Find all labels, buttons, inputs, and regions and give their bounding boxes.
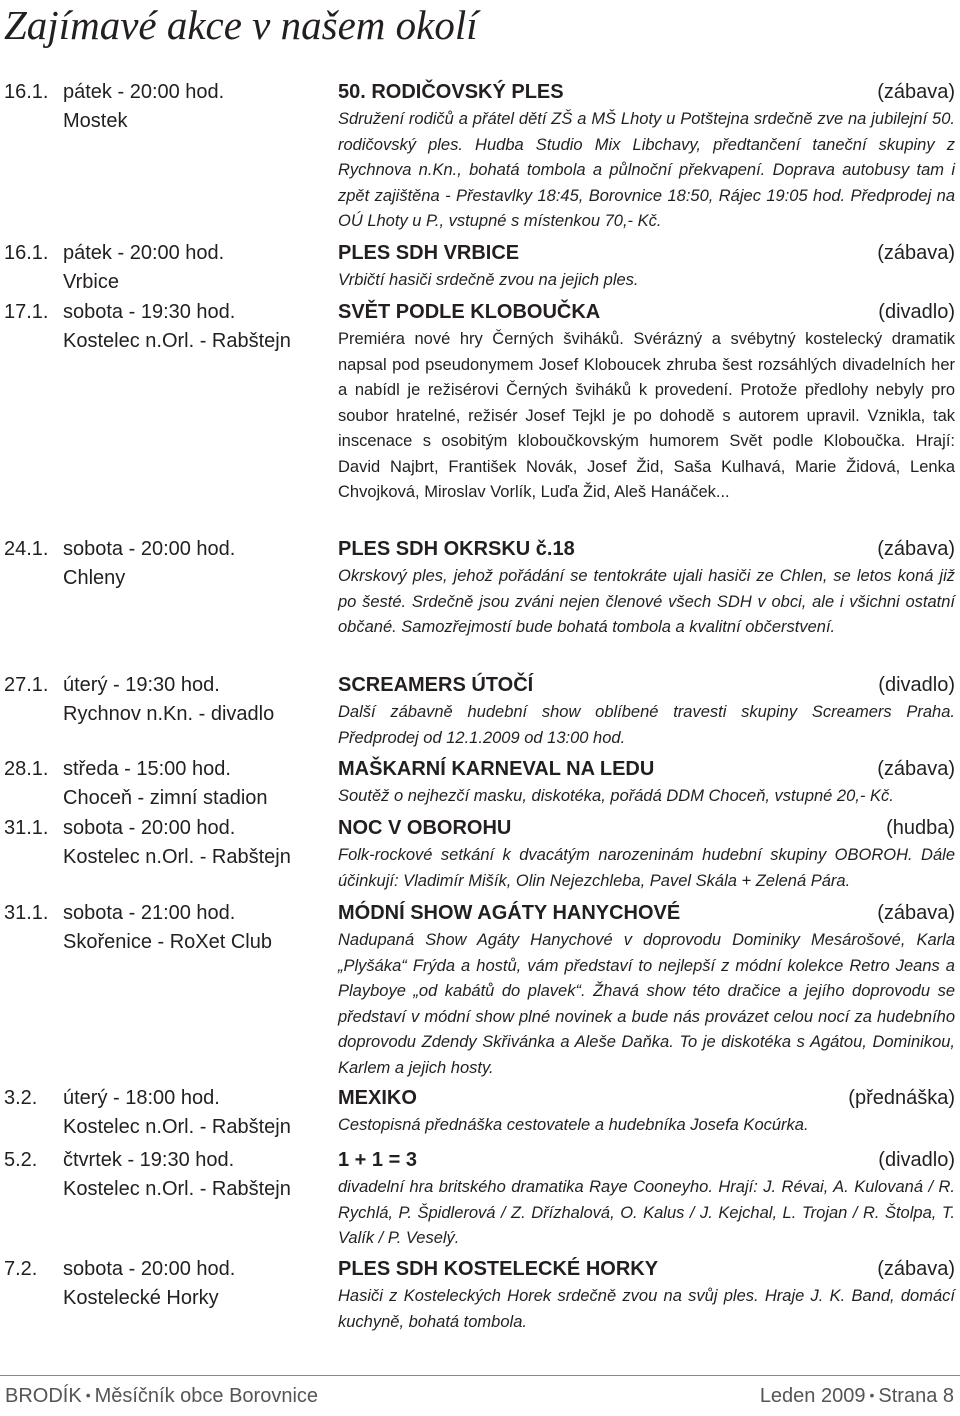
footer-left: [5, 1381, 318, 1410]
event-date-block: [4, 755, 324, 813]
footer-right: [760, 1381, 954, 1410]
event-content: [338, 535, 955, 641]
page-footer: [5, 1381, 954, 1410]
footer-separator: •: [869, 1387, 875, 1403]
event-time: sobota - 19:30 hod.: [63, 301, 236, 323]
event-category: (zábava): [877, 1258, 955, 1280]
event-date-block: [4, 671, 324, 729]
event-date-block: [4, 535, 324, 593]
event-date: 16.1.: [4, 81, 49, 103]
event-location: Choceň - zimní stadion: [63, 787, 268, 809]
footer-page-number: Strana 8: [878, 1385, 954, 1407]
event-description: Cestopisná přednáška cestovatele a hudebníka Josefa Kocúrka.: [338, 1116, 809, 1134]
event-title: SCREAMERS ÚTOČÍ: [338, 674, 534, 696]
event-description: Hasiči z Kosteleckých Horek srdečně zvou na svůj ples. Hraje J. K. Band, domácí kuchyně, bohatá tombola.: [338, 1287, 955, 1331]
event-title: 50. RODIČOVSKÝ PLES: [338, 81, 564, 103]
event-location: Mostek: [63, 110, 128, 132]
event-time: úterý - 19:30 hod.: [63, 674, 220, 696]
event-content: [338, 78, 955, 235]
event-date: 28.1.: [4, 758, 49, 780]
event-category: (divadlo): [878, 1149, 955, 1171]
event-category: (zábava): [877, 242, 955, 264]
event-category: (hudba): [886, 817, 955, 839]
event-content: [338, 1084, 955, 1139]
event-location: Kostelec n.Orl. - Rabštejn: [63, 1116, 291, 1138]
event-date: 31.1.: [4, 817, 49, 839]
event-location: Skořenice - RoXet Club: [63, 931, 272, 953]
footer-publication: BRODÍK: [5, 1385, 82, 1407]
event-location: Kostelec n.Orl. - Rabštejn: [63, 846, 291, 868]
event-time: středa - 15:00 hod.: [63, 758, 231, 780]
event-date-block: [4, 1084, 324, 1142]
event-content: [338, 1146, 955, 1252]
event-time: sobota - 20:00 hod.: [63, 817, 236, 839]
event-content: [338, 755, 955, 810]
event-location: Vrbice: [63, 271, 119, 293]
event-description: Vrbičtí hasiči srdečně zvou na jejich ples.: [338, 271, 639, 289]
event-time: sobota - 20:00 hod.: [63, 538, 236, 560]
event-category: (divadlo): [878, 301, 955, 323]
event-title: MAŠKARNÍ KARNEVAL NA LEDU: [338, 758, 655, 780]
event-date: 17.1.: [4, 301, 49, 323]
event-date: 5.2.: [4, 1149, 38, 1171]
event-content: [338, 239, 955, 294]
event-description: Sdružení rodičů a přátel dětí ZŠ a MŠ Lhoty u Potštejna srdečně zve na jubilejní 50. rodičovský ples. Hudba Studio Mix Libchavy, předtančení taneční skupiny z Rychnova n.Kn., bohatá tombola a půlnoční překvapení. Doprava autobusy tam i zpět zajištěna - Přestavlky 18:45, Borovnice 18:50, Rájec 19:05 hod. Předprodej na OÚ Lhoty u P., vstupné s místenkou 70,- Kč.: [338, 110, 955, 230]
event-location: Kostelec n.Orl. - Rabštejn: [63, 1178, 291, 1200]
event-title: NOC V OBOROHU: [338, 817, 512, 839]
event-title: PLES SDH KOSTELECKÉ HORKY: [338, 1258, 659, 1280]
event-title: PLES SDH VRBICE: [338, 242, 520, 264]
event-date-block: [4, 814, 324, 872]
footer-separator: •: [85, 1387, 91, 1403]
event-date: 16.1.: [4, 242, 49, 264]
event-location: Kostelec n.Orl. - Rabštejn: [63, 330, 291, 352]
event-date: 7.2.: [4, 1258, 38, 1280]
event-date-block: [4, 1255, 324, 1313]
event-description: Folk-rockové setkání k dvacátým narozeninám hudební skupiny OBOROH. Dále účinkují: Vladimír Mišík, Olin Nejezchleba, Pavel Skála + Zelená Pára.: [338, 846, 955, 890]
event-location: Kostelecké Horky: [63, 1287, 219, 1309]
event-date: 24.1.: [4, 538, 49, 560]
event-description: Nadupaná Show Agáty Hanychové v doprovodu Dominiky Mesárošové, Karla „Plyšáka“ Frýda a hostů, vám představí to nejlepší z módní kolekce Retro Jeans a Playboye „od kabátů do plavek“. Žhavá show této dračice a jejího doprovodu se představí v módní show plné novinek a bude nás provázet celou nocí za hudebního doprovodu Zdendy Skřivánka a Aleše Daňka. To je diskotéka s Agátou, Dominikou, Karlem a jejich hosty.: [338, 931, 955, 1077]
event-time: sobota - 20:00 hod.: [63, 1258, 236, 1280]
event-title: 1 + 1 = 3: [338, 1149, 417, 1171]
event-category: (zábava): [877, 902, 955, 924]
event-location: Rychnov n.Kn. - divadlo: [63, 703, 275, 725]
event-category: (zábava): [877, 758, 955, 780]
event-time: úterý - 18:00 hod.: [63, 1087, 220, 1109]
event-category: (zábava): [877, 538, 955, 560]
footer-issue: Leden 2009: [759, 1385, 866, 1407]
event-time: sobota - 21:00 hod.: [63, 902, 236, 924]
event-content: [338, 671, 955, 751]
event-content: [338, 1255, 955, 1335]
event-date-block: [4, 239, 324, 297]
event-date: 3.2.: [4, 1087, 38, 1109]
event-title: PLES SDH OKRSKU č.18: [338, 538, 575, 560]
event-category: (divadlo): [878, 674, 955, 696]
event-content: [338, 899, 955, 1081]
event-description: Další zábavně hudební show oblíbené travesti skupiny Screamers Praha. Předprodej od 12.1.2009 od 13:00 hod.: [338, 703, 955, 747]
event-description: Okrskový ples, jehož pořádání se tentokráte ujali hasiči ze Chlen, se letos koná již po šesté. Srdečně jsou zváni nejen členové všech SDH v obci, ale i všichni ostatní občané. Samozřejmostí bude bohatá tombola a kvalitní občerstvení.: [338, 567, 955, 636]
footer-divider: [0, 1375, 960, 1376]
event-title: MÓDNÍ SHOW AGÁTY HANYCHOVÉ: [338, 902, 681, 924]
footer-subtitle: Měsíčník obce Borovnice: [94, 1385, 319, 1407]
event-title: MEXIKO: [338, 1087, 417, 1109]
event-date: 31.1.: [4, 902, 49, 924]
event-description: Soutěž o nejhezčí masku, diskotéka, pořádá DDM Choceň, vstupné 20,- Kč.: [338, 787, 894, 805]
event-content: [338, 814, 955, 894]
event-category: (zábava): [877, 81, 955, 103]
event-date-block: [4, 1146, 324, 1204]
event-time: pátek - 20:00 hod.: [63, 81, 225, 103]
event-date: 27.1.: [4, 674, 49, 696]
event-description: Premiéra nové hry Černých šviháků. Svérázný a svébytný kostelecký dramatik napsal pod pseudonymem Josef Kloboucek zhruba šest rozsáhlých divadelních her a nabídl je režisérovi Černých šviháků k provedení. Protože předlohy nebyly pro soubor hratelné, režisér Josef Tejkl je po dohodě s autorem upravil. Vznikla, tak inscenace s osobitým kloboučkovským humorem Svět podle Kloboučka. Hrají: David Najbrt, František Novák, Josef Žid, Saša Kulhavá, Marie Židová, Lenka Chvojková, Miroslav Vorlík, Luďa Žid, Aleš Hanáček...: [338, 330, 955, 501]
event-content: [338, 298, 955, 506]
event-date-block: [4, 298, 324, 356]
event-description: divadelní hra britského dramatika Raye Cooneyho. Hrají: J. Révai, A. Kulovaná / R. Rychlá, P. Špidlerová / Z. Dřízhalová, O. Kalus / J. Kejchal, L. Trojan / R. Štolpa, T. Valík / P. Veselý.: [338, 1178, 955, 1247]
page-title: Zajímavé akce v našem okolí: [4, 2, 478, 48]
event-date-block: [4, 78, 324, 136]
event-category: (přednáška): [848, 1087, 955, 1109]
event-time: pátek - 20:00 hod.: [63, 242, 225, 264]
event-title: SVĚT PODLE KLOBOUČKA: [338, 301, 601, 323]
event-date-block: [4, 899, 324, 957]
event-location: Chleny: [63, 567, 126, 589]
event-time: čtvrtek - 19:30 hod.: [63, 1149, 235, 1171]
